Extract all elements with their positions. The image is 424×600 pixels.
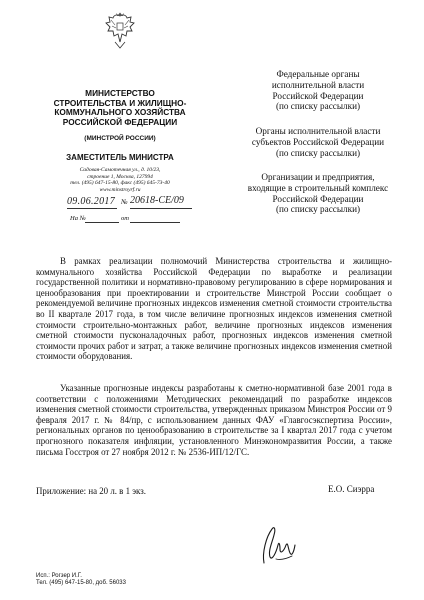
body-paragraph: Указанные прогнозные индексы разработаны к сметно-нормативной базе 2001 года в соответствии с положениями Методических рекомендаций по разработке индексов изменения сметной стоимости строительства, утвержденных приказом Минстроя России от 9 февраля 2017 г. № 84/пр, с использованием данных ФАУ «Главгосэкспертиза России», региональных органов по ценообразованию в строительстве за I квартал 2017 года с учетом прогнозного показателя инфляции, установленного Минэкономразвития России, а также письма Госстроя от 27 ноября 2012 г. № 2536-ИП/12/ГС. xyxy=(36,383,392,457)
address-line: строение 1, Москва, 127994 xyxy=(87,173,153,180)
reply-number-underline xyxy=(85,222,119,223)
coat-of-arms-emblem xyxy=(103,12,137,50)
addressee-line: Российской Федерации xyxy=(272,193,364,204)
reply-date-label: от xyxy=(121,215,129,222)
reply-date-underline xyxy=(130,222,180,223)
ministry-address xyxy=(40,167,200,194)
number-underline xyxy=(130,208,192,209)
body-paragraph: В рамках реализации полномочий Министерства строительства и жилищно-коммунального хозяйства Российской Федерации по выработке и реализации государственной политики и нормативно-правовому регулированию в сфере нормирования и ценообразования при проектировании и строительстве Минстрой России сообщает о рекомендуемой величине прогнозных индексов изменения сметной стоимости строительства во II квартале 2017 года, в том числе величине прогнозных индексов изменения сметной стоимости строительно-монтажных работ, величине прогнозных индексов изменения сметной стоимости пусконаладочных работ, прогнозных индексов изменения сметной стоимости прочих работ и затрат, а также величине прогнозных индексов изменения сметной стоимости оборудования. xyxy=(36,256,392,362)
addressee-line: исполнительной власти xyxy=(271,79,365,90)
ministry-name xyxy=(40,89,200,127)
ministry-short-name: (МИНСТРОЙ РОССИИ) xyxy=(84,135,156,142)
address-line: Садовая-Самотечная ул., д. 10/23, xyxy=(79,167,161,173)
addressee-line: Организации и предприятия, xyxy=(261,172,375,182)
ministry-line: СТРОИТЕЛЬСТВА И ЖИЛИЩНО- xyxy=(53,97,187,108)
ministry-line: МИНИСТЕРСТВО xyxy=(85,88,155,98)
registration-date: 09.06.2017 xyxy=(67,196,115,207)
registration-number: 20618-СЕ/09 xyxy=(130,195,184,206)
reply-to-label: На № xyxy=(70,215,86,222)
registration-number-label: № xyxy=(121,198,128,206)
executor-line: Тел. (495) 647-15-80, доб. 56033 xyxy=(36,580,126,587)
addressee-line: Российской Федерации xyxy=(272,90,364,101)
address-line: www.minstroyrf.ru xyxy=(99,187,141,194)
attachment-note: Приложение: на 20 л. в 1 экз. xyxy=(36,486,146,496)
signer-name: Е.О. Сиэрра xyxy=(328,484,375,494)
date-underline xyxy=(67,208,117,209)
addressee-line: (по списку рассылки) xyxy=(275,101,361,112)
ministry-line: КОММУНАЛЬНОГО ХОЗЯЙСТВА xyxy=(54,107,186,117)
executor-info xyxy=(36,573,126,587)
handwritten-signature xyxy=(258,523,298,567)
ministry-line: РОССИЙСКОЙ ФЕДЕРАЦИИ xyxy=(62,116,178,127)
addressee-line: Органы исполнительной власти xyxy=(255,126,381,136)
deputy-minister-title: ЗАМЕСТИТЕЛЬ МИНИСТРА xyxy=(66,153,174,162)
addressee-line: (по списку рассылки) xyxy=(275,147,361,158)
addressee-line: субъектов Российской Федерации xyxy=(251,136,385,147)
addressee-line: (по списку рассылки) xyxy=(275,204,361,215)
address-line: тел. (495) 647-15-80, факс (495) 645-73-40 xyxy=(70,180,170,187)
addressee-line: входящие в строительный комплекс xyxy=(247,182,389,193)
addressee-block xyxy=(228,126,408,158)
addressee-block xyxy=(228,172,408,215)
addressee-line: Федеральные органы xyxy=(276,69,360,79)
executor-line: Исп.: Рогзер И.Г. xyxy=(36,573,82,579)
addressee-block xyxy=(228,69,408,112)
